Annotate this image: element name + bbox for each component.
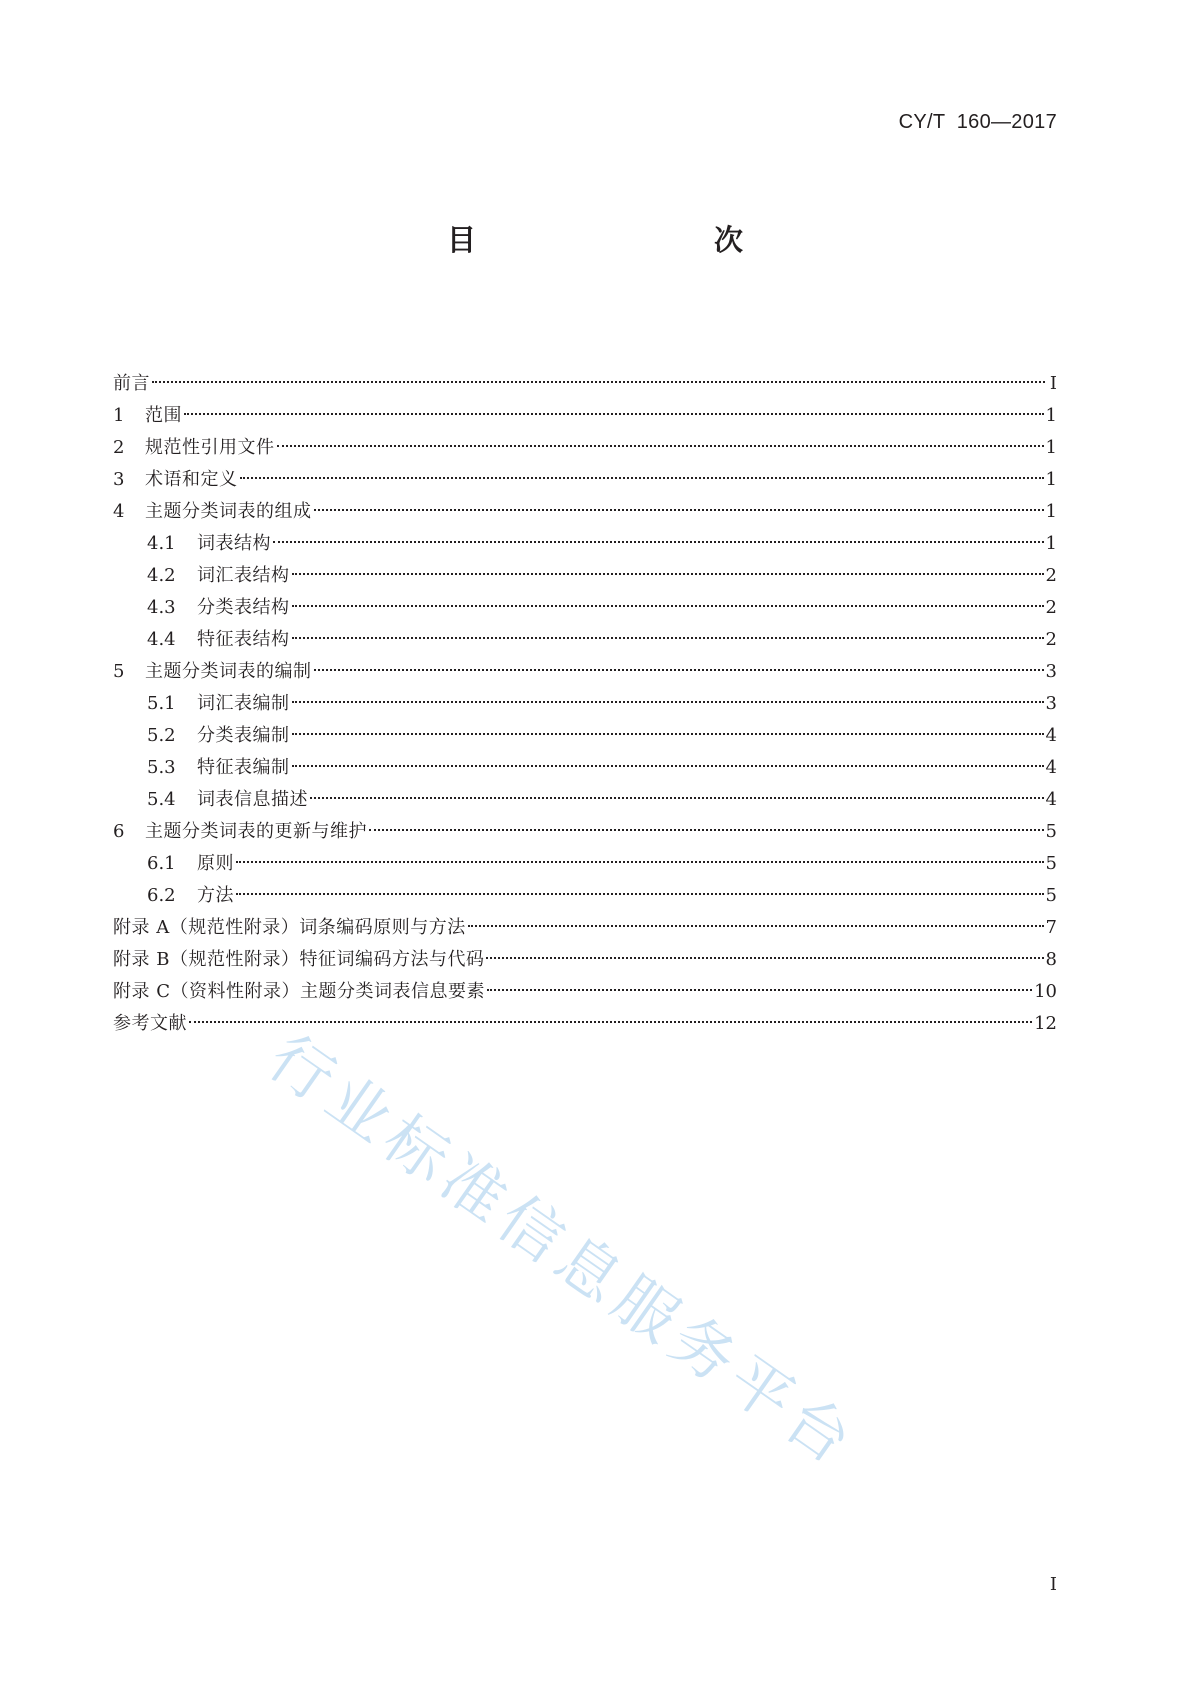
toc-leader-dots: [292, 765, 1044, 767]
toc-entry-label: 词表结构: [197, 533, 271, 554]
toc-entry-number: 6.1: [147, 853, 176, 874]
toc-leader-dots: [369, 829, 1044, 831]
table-of-contents: [113, 368, 1057, 1040]
toc-entry-page: 1: [1045, 533, 1057, 554]
toc-entry[interactable]: [113, 560, 1057, 592]
toc-entry[interactable]: [113, 784, 1057, 816]
toc-entry-number: 5: [113, 661, 125, 682]
toc-entry-label: 附录 A（规范性附录）词条编码原则与方法: [113, 917, 466, 938]
toc-entry[interactable]: [113, 688, 1057, 720]
toc-entry-label: 分类表编制: [197, 725, 290, 746]
toc-entry-label: 原则: [197, 853, 234, 874]
toc-leader-dots: [292, 605, 1044, 607]
toc-entry[interactable]: [113, 496, 1057, 528]
toc-entry-page: 5: [1045, 853, 1057, 874]
toc-leader-dots: [292, 637, 1044, 639]
toc-entry-number: 4.3: [147, 597, 176, 618]
toc-entry-number: 5.4: [147, 789, 176, 810]
toc-entry[interactable]: [113, 432, 1057, 464]
toc-entry[interactable]: [113, 848, 1057, 880]
toc-entry[interactable]: [113, 944, 1057, 976]
toc-entry[interactable]: [113, 592, 1057, 624]
toc-entry[interactable]: [113, 528, 1057, 560]
toc-leader-dots: [310, 797, 1044, 799]
toc-entry-page: 4: [1045, 757, 1057, 778]
toc-entry-page: 5: [1045, 821, 1057, 842]
toc-entry-page: 4: [1045, 725, 1057, 746]
toc-entry-number: 6.2: [147, 885, 176, 906]
toc-leader-dots: [152, 381, 1045, 383]
toc-entry[interactable]: [113, 464, 1057, 496]
toc-entry[interactable]: [113, 624, 1057, 656]
toc-entry-page: 2: [1045, 629, 1057, 650]
toc-entry-number: 4.4: [147, 629, 176, 650]
toc-entry-page: 7: [1045, 917, 1057, 938]
toc-entry-page: 8: [1045, 949, 1057, 970]
toc-entry-label: 词汇表结构: [197, 565, 290, 586]
toc-entry[interactable]: [113, 752, 1057, 784]
toc-entry-page: 1: [1045, 469, 1057, 490]
toc-entry-number: 4.1: [147, 533, 176, 554]
toc-leader-dots: [277, 445, 1044, 447]
toc-entry-label: 词表信息描述: [197, 789, 308, 810]
toc-entry-page: 2: [1045, 597, 1057, 618]
toc-entry-number: 2: [113, 437, 125, 458]
toc-entry-label: 前言: [113, 373, 150, 394]
toc-entry-label: 词汇表编制: [197, 693, 290, 714]
toc-entry[interactable]: [113, 816, 1057, 848]
toc-leader-dots: [292, 573, 1044, 575]
toc-entry-page: 2: [1045, 565, 1057, 586]
toc-entry[interactable]: [113, 976, 1057, 1008]
toc-entry-label: 术语和定义: [145, 469, 238, 490]
toc-entry[interactable]: [113, 880, 1057, 912]
toc-leader-dots: [236, 893, 1044, 895]
toc-entry[interactable]: [113, 720, 1057, 752]
toc-entry-number: 5.2: [147, 725, 176, 746]
toc-entry-page: 10: [1034, 981, 1057, 1002]
toc-entry-label: 参考文献: [113, 1013, 187, 1034]
toc-entry-page: 4: [1045, 789, 1057, 810]
watermark: 行业标准信息服务平台: [255, 1020, 871, 1482]
toc-entry-number: 5.1: [147, 693, 176, 714]
toc-entry-page: 3: [1045, 661, 1057, 682]
toc-leader-dots: [468, 925, 1044, 927]
toc-entry-label: 主题分类词表的更新与维护: [145, 821, 367, 842]
toc-entry-label: 附录 B（规范性附录）特征词编码方法与代码: [113, 949, 485, 970]
toc-entry[interactable]: [113, 656, 1057, 688]
toc-entry-page: 1: [1045, 405, 1057, 426]
toc-entry-label: 特征表结构: [197, 629, 290, 650]
toc-leader-dots: [314, 669, 1044, 671]
toc-leader-dots: [292, 701, 1044, 703]
standard-code: CY/T 160—2017: [898, 111, 1057, 133]
toc-entry-page: 3: [1045, 693, 1057, 714]
toc-entry-label: 分类表结构: [197, 597, 290, 618]
toc-entry-label: 主题分类词表的编制: [145, 661, 312, 682]
toc-entry-page: 1: [1045, 501, 1057, 522]
toc-leader-dots: [292, 733, 1044, 735]
toc-leader-dots: [184, 413, 1044, 415]
toc-leader-dots: [314, 509, 1044, 511]
toc-entry-number: 5.3: [147, 757, 176, 778]
toc-leader-dots: [240, 477, 1044, 479]
toc-entry-page: 12: [1034, 1013, 1057, 1034]
toc-entry-page: I: [1049, 373, 1057, 394]
toc-leader-dots: [486, 957, 1043, 959]
toc-entry-label: 规范性引用文件: [145, 437, 275, 458]
toc-entry-number: 1: [113, 405, 125, 426]
toc-entry[interactable]: [113, 368, 1057, 400]
toc-entry-label: 方法: [197, 885, 234, 906]
toc-entry-page: 5: [1045, 885, 1057, 906]
toc-entry-label: 主题分类词表的组成: [145, 501, 312, 522]
toc-entry[interactable]: [113, 912, 1057, 944]
toc-leader-dots: [487, 989, 1032, 991]
toc-entry-page: 1: [1045, 437, 1057, 458]
toc-entry-number: 4: [113, 501, 125, 522]
toc-entry-number: 4.2: [147, 565, 176, 586]
toc-leader-dots: [273, 541, 1044, 543]
toc-entry-number: 6: [113, 821, 125, 842]
page-number: I: [1049, 1574, 1057, 1595]
toc-entry-label: 特征表编制: [197, 757, 290, 778]
toc-entry-label: 范围: [145, 405, 182, 426]
toc-entry-label: 附录 C（资料性附录）主题分类词表信息要素: [113, 981, 485, 1002]
toc-entry-number: 3: [113, 469, 125, 490]
toc-leader-dots: [236, 861, 1044, 863]
page-title: 目 次: [446, 223, 803, 257]
toc-entry[interactable]: [113, 400, 1057, 432]
toc-entry[interactable]: [113, 1008, 1057, 1040]
